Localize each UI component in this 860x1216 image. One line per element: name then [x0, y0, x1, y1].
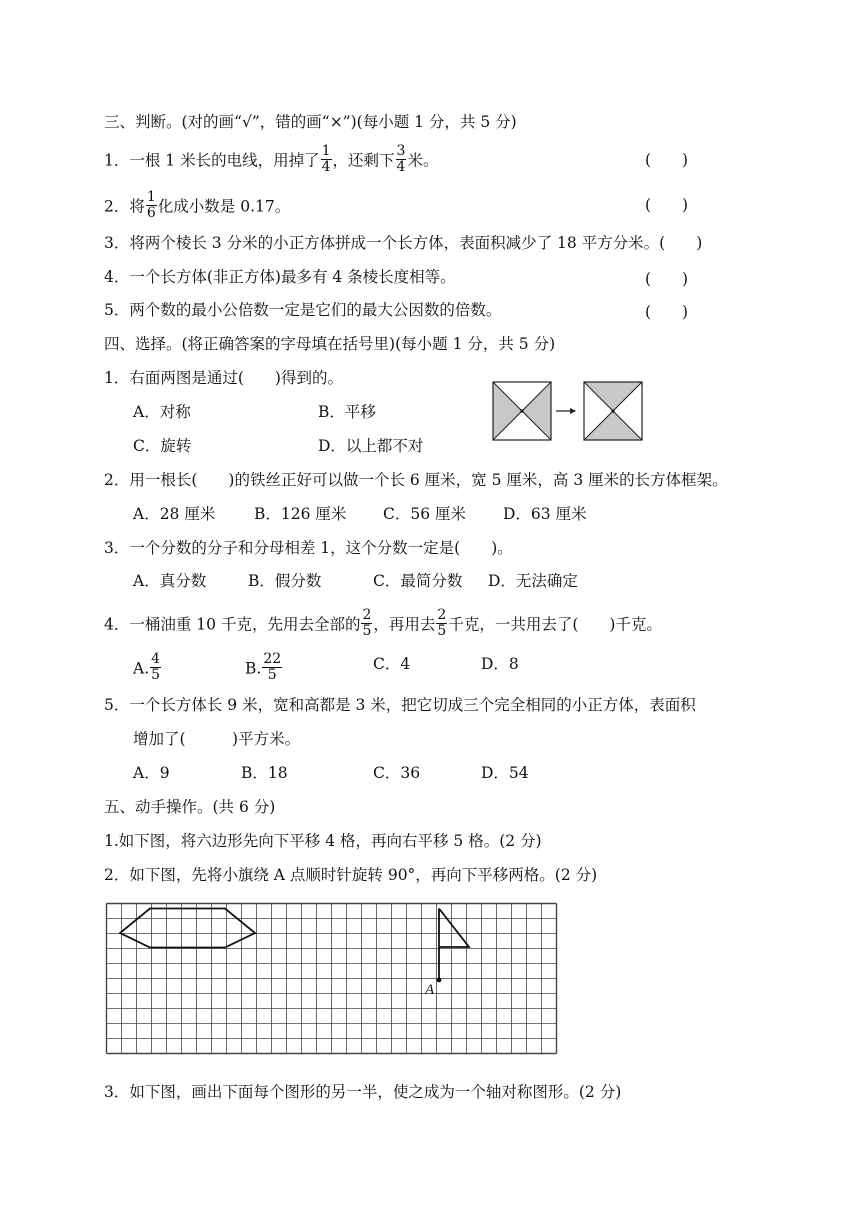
fraction-1-6 — [146, 190, 157, 221]
denominator: 5 — [437, 623, 447, 639]
choice-q1-option-c[interactable]: C．旋转 — [133, 437, 192, 455]
square-before — [493, 382, 551, 440]
section-4-title: 四、选择。(将正确答案的字母填在括号里)(每小题 1 分，共 5 分) — [104, 335, 556, 353]
section-5-title: 五、动手操作。(共 6 分) — [104, 798, 276, 816]
numerator: 4 — [151, 651, 161, 667]
choice-q2-option-c[interactable]: C．56 厘米 — [383, 505, 467, 523]
choice-q4-option-b[interactable] — [245, 651, 283, 685]
choice-q4-text-a: 4．一桶油重 10 千克，先用去全部的 — [104, 615, 361, 634]
answer-paren-q1[interactable]: ( ) — [645, 151, 689, 169]
option-letter: B. — [245, 659, 262, 678]
choice-q3-stem: 3．一个分数的分子和分母相差 1，这个分数一定是( )。 — [104, 539, 513, 557]
fraction-4-5 — [150, 652, 161, 683]
operation-q3: 3．如下图，画出下面每个图形的另一半，使之成为一个轴对称图形。(2 分) — [104, 1083, 622, 1101]
option-letter: A. — [133, 659, 150, 678]
judge-q2 — [104, 189, 291, 223]
numerator: 2 — [362, 607, 372, 623]
judge-q2-text-b: 化成小数是 0.17。 — [157, 197, 291, 216]
section-3-title: 三、判断。(对的画“√”，错的画“×”)(每小题 1 分，共 5 分) — [104, 113, 517, 131]
square-grid[interactable] — [105, 902, 562, 1058]
answer-paren-q4[interactable]: ( ) — [645, 270, 689, 288]
numerator: 1 — [146, 189, 156, 205]
choice-q5-stem-line2: 增加了( )平方米。 — [133, 730, 301, 748]
judge-q4: 4．一个长方体(非正方体)最多有 4 条棱长度相等。 — [104, 268, 456, 286]
choice-q5-option-b[interactable]: B．18 — [241, 764, 288, 782]
grid-lines — [107, 904, 557, 1054]
choice-q4-option-c[interactable]: C．4 — [373, 655, 411, 673]
choice-q1-option-a[interactable]: A．对称 — [133, 403, 191, 421]
choice-q1-option-d[interactable]: D．以上都不对 — [318, 437, 424, 455]
fraction-2-5-kg — [436, 608, 447, 639]
denominator: 5 — [267, 667, 277, 683]
numerator: 22 — [263, 651, 282, 667]
point-a-label: A — [425, 982, 435, 998]
fraction-22-5 — [262, 652, 282, 683]
denominator: 5 — [362, 623, 372, 639]
choice-q2-stem: 2．用一根长( )的铁丝正好可以做一个长 6 厘米，宽 5 厘米，高 3 厘米的长方体框架。 — [104, 471, 728, 489]
choice-q2-option-a[interactable]: A．28 厘米 — [133, 505, 216, 523]
operation-q1: 1.如下图，将六边形先向下平移 4 格，再向右平移 5 格。(2 分) — [104, 832, 542, 850]
choice-q3-option-d[interactable]: D．无法确定 — [488, 572, 578, 590]
choice-q4-text-b: ，再用去 — [373, 615, 436, 634]
hexagon-shape[interactable] — [120, 909, 255, 948]
answer-paren-q2[interactable]: ( ) — [645, 196, 689, 214]
denominator: 5 — [151, 667, 161, 683]
denominator: 6 — [146, 205, 156, 221]
numerator: 1 — [321, 143, 331, 159]
choice-q5-stem-line1: 5．一个长方体长 9 米，宽和高都是 3 米，把它切成三个完全相同的小正方体，表面积 — [104, 696, 696, 714]
answer-paren-q5[interactable]: ( ) — [645, 303, 689, 321]
judge-q5: 5．两个数的最小公倍数一定是它们的最大公因数的倍数。 — [104, 301, 502, 319]
fraction-2-5 — [361, 608, 372, 639]
numerator: 3 — [396, 143, 406, 159]
fraction-3-4 — [396, 144, 407, 175]
choice-q4-option-d[interactable]: D．8 — [481, 655, 519, 673]
choice-q2-option-b[interactable]: B．126 厘米 — [254, 505, 347, 523]
denominator: 4 — [396, 159, 406, 175]
fraction-1-4 — [321, 144, 332, 175]
choice-q3-option-a[interactable]: A．真分数 — [133, 572, 207, 590]
transform-figure — [492, 381, 644, 441]
choice-q1-stem: 1．右面两图是通过( )得到的。 — [104, 369, 343, 387]
judge-q1-text-c: 米。 — [407, 151, 439, 170]
choice-q3-option-b[interactable]: B．假分数 — [248, 572, 322, 590]
square-after — [584, 382, 642, 440]
judge-q1-text-a: 1．一根 1 米长的电线，用掉了 — [104, 151, 320, 170]
operation-q2: 2．如下图，先将小旗绕 A 点顺时针旋转 90°，再向下平移两格。(2 分) — [104, 866, 598, 884]
choice-q5-option-a[interactable]: A．9 — [133, 764, 170, 782]
judge-q2-text-a: 2．将 — [104, 197, 145, 216]
judge-q1 — [104, 143, 439, 177]
choice-q5-option-d[interactable]: D．54 — [481, 764, 529, 782]
choice-q4-stem — [104, 607, 662, 641]
choice-q2-option-d[interactable]: D．63 厘米 — [503, 505, 587, 523]
choice-q5-option-c[interactable]: C．36 — [373, 764, 421, 782]
numerator: 2 — [437, 607, 447, 623]
flag-shape[interactable] — [437, 909, 469, 983]
point-a-marker — [437, 978, 442, 983]
choice-q4-option-a[interactable] — [133, 651, 162, 685]
denominator: 4 — [321, 159, 331, 175]
judge-q1-text-b: ，还剩下 — [332, 151, 395, 170]
choice-q1-option-b[interactable]: B．平移 — [318, 403, 376, 421]
choice-q4-text-c: 千克，一共用去了( )千克。 — [448, 615, 662, 634]
arrow-icon — [556, 408, 576, 414]
judge-q3: 3．将两个棱长 3 分米的小正方体拼成一个长方体，表面积减少了 18 平方分米。( ) — [104, 234, 703, 252]
choice-q3-option-c[interactable]: C．最简分数 — [373, 572, 463, 590]
